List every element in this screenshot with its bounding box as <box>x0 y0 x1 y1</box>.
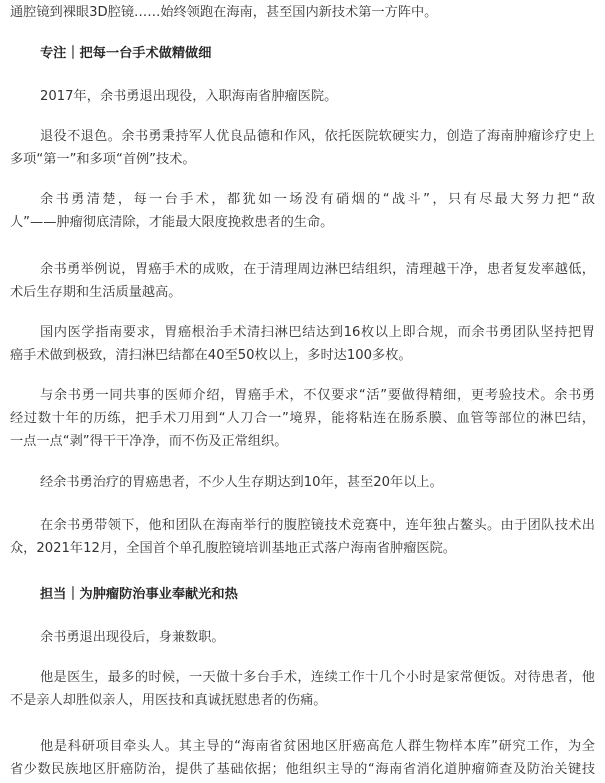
paragraph-line: 余书勇退出现役后，身兼数职。 <box>40 630 225 645</box>
section-heading: 担当｜为肿瘤防治事业奉献光和热 <box>40 587 238 602</box>
paragraph-line: 在余书勇带领下，他和团队在海南举行的腹腔镜技术竞赛中，连年独占鳌头。由于团队技术出 <box>40 518 595 533</box>
paragraph-line: 与余书勇一同共事的医师介绍，胃癌手术，不仅要求“活”要做得精细，更考验技术。余书勇 <box>40 388 595 403</box>
paragraph-line: 余书勇举例说，胃癌手术的成败，在于清理周边淋巴结组织，清理越干净，患者复发率越低， <box>40 262 595 277</box>
paragraph-line: 余书勇清楚，每一台手术，都犹如一场没有硝烟的“战斗”，只有尽最大努力把“敌 <box>40 192 595 207</box>
paragraph-line: 省少数民族地区肝癌防治，提供了基础依据；他组织主导的“海南省消化道肿瘤筛查及防治关键技 <box>10 762 595 777</box>
paragraph-line: 癌手术做到极致，清扫淋巴结都在40至50枚以上，多时达100多枚。 <box>10 348 412 363</box>
paragraph-line: 经余书勇治疗的胃癌患者，不少人生存期达到10年，甚至20年以上。 <box>40 475 443 490</box>
section-heading: 专注｜把每一台手术做精做细 <box>40 46 212 61</box>
paragraph-line: 经过数十年的历练，把手术刀用到“人刀合一”境界，能将粘连在肠系膜、血管等部位的淋巴结， <box>10 411 595 426</box>
paragraph-line: 一点一点“剥”得干干净净，而不伤及正常组织。 <box>10 434 288 449</box>
paragraph-line: 他是科研项目牵头人。其主导的“海南省贫困地区肝癌高危人群生物样本库”研究工作，为全 <box>40 739 595 754</box>
paragraph-line: 多项“第一”和多项“首例”技术。 <box>10 152 196 167</box>
paragraph-line: 不是亲人却胜似亲人，用医技和真诚抚慰患者的伤痛。 <box>10 693 327 708</box>
paragraph-line: 人”——肿瘤彻底清除，才能最大限度挽救患者的生命。 <box>10 215 334 230</box>
paragraph-line: 通腔镜到裸眼3D腔镜……始终领跑在海南，甚至国内新技术第一方阵中。 <box>10 5 438 20</box>
paragraph-line: 国内医学指南要求，胃癌根治手术清扫淋巴结达到16枚以上即合规，而余书勇团队坚持把胃 <box>40 325 595 340</box>
paragraph-line: 退役不退色。余书勇秉持军人优良品德和作风，依托医院软硬实力，创造了海南肿瘤诊疗史上 <box>40 129 595 144</box>
paragraph-line: 2017年，余书勇退出现役，入职海南省肿瘤医院。 <box>40 89 338 104</box>
paragraph-line: 众，2021年12月，全国首个单孔腹腔镜培训基地正式落户海南省肿瘤医院。 <box>10 541 456 556</box>
paragraph-line: 他是医生，最多的时候，一天做十多台手术，连续工作十几个小时是家常便饭。对待患者，他 <box>40 670 595 685</box>
paragraph-line: 术后生存期和生活质量越高。 <box>10 285 182 300</box>
